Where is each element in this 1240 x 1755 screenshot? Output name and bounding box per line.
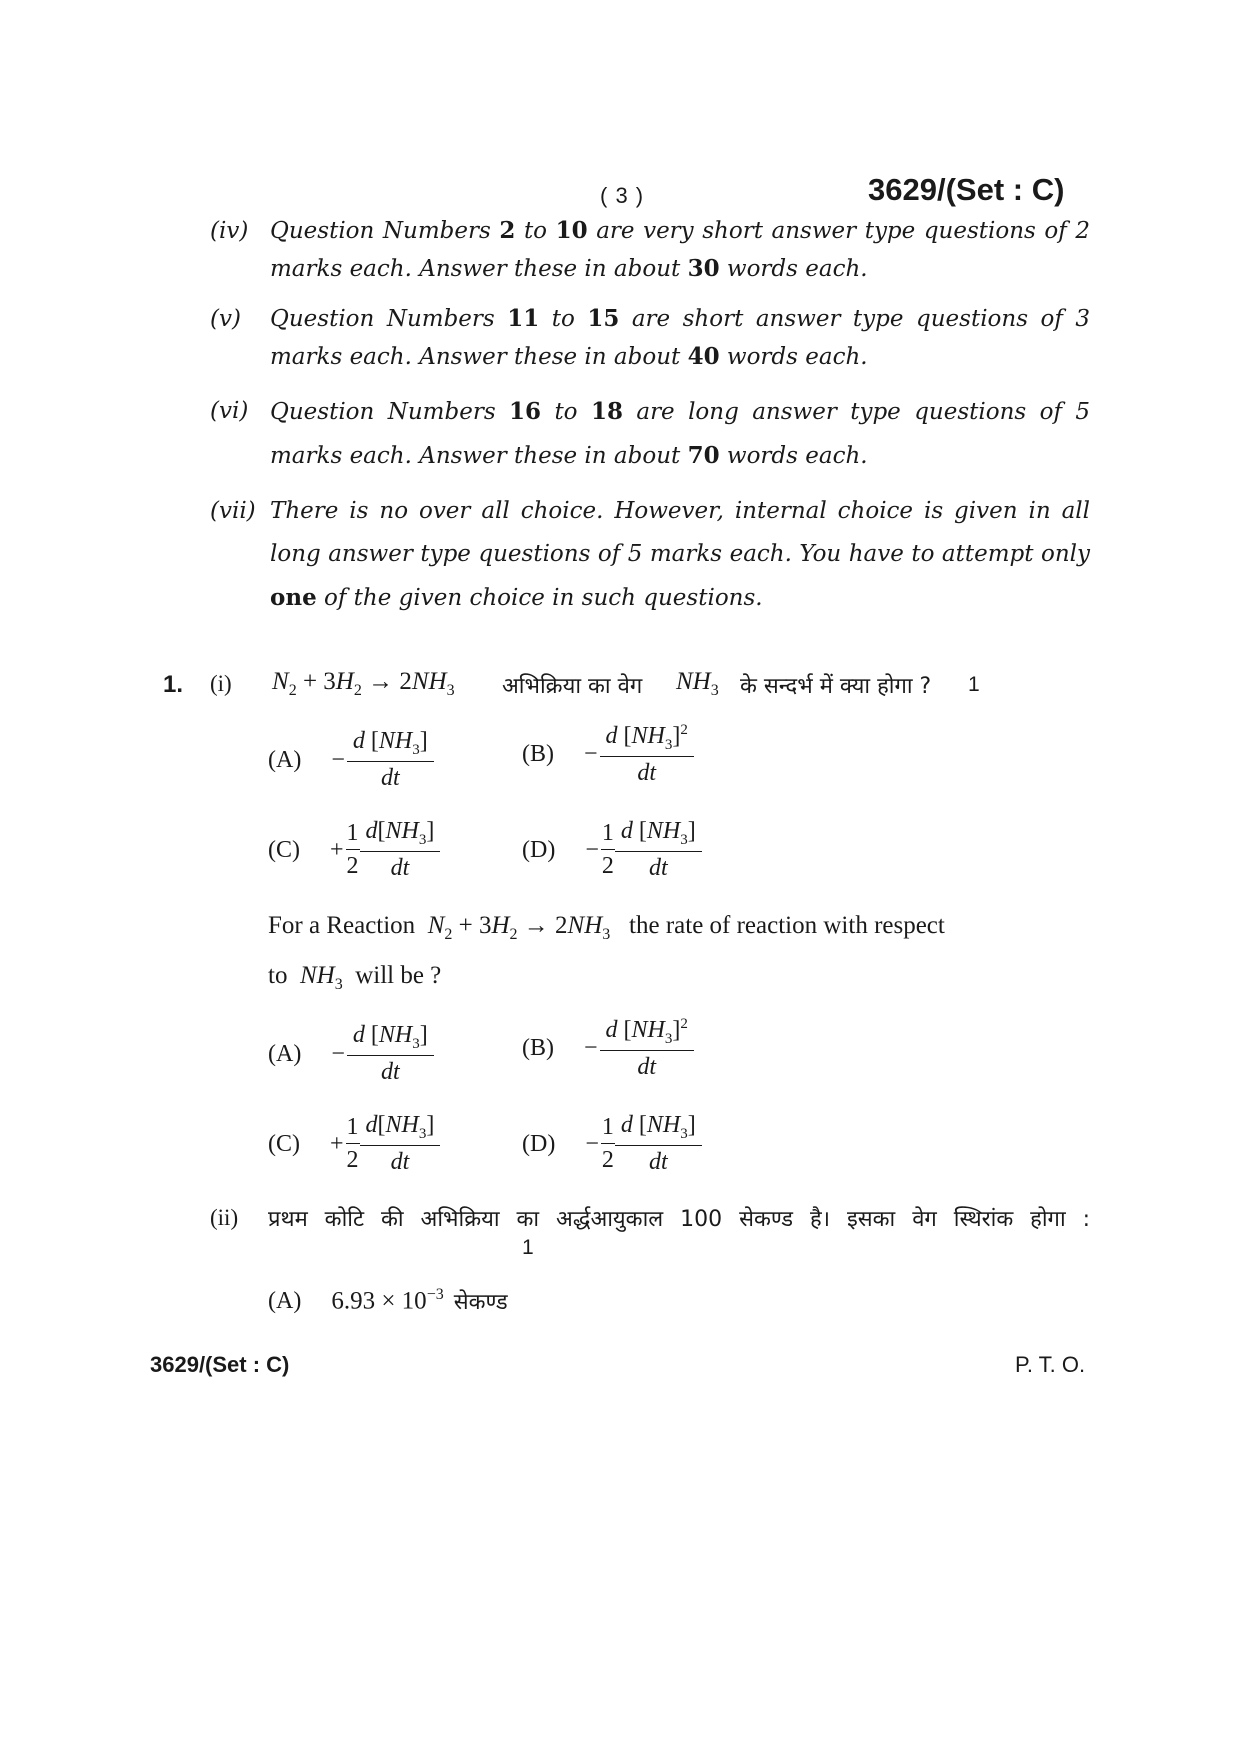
- option-label: (A): [268, 746, 302, 773]
- instruction-text: Question Numbers 2 to 10 are very short answer type questions of 2 marks each. Answer these in about 30 words each.: [270, 217, 1090, 282]
- instruction-number: (iv): [210, 218, 249, 244]
- option-c: (C) + $\frac{1}{2}$ $\frac{d[NH_3]}{dt}$: [268, 1112, 440, 1177]
- unit: सेकण्ड: [453, 1290, 508, 1315]
- option-label: (A): [268, 1040, 302, 1067]
- option-a: [268, 1286, 508, 1316]
- option-a: (A) − $\frac{d [NH_3]}{dt}$: [268, 728, 434, 793]
- page-number: ( 3 ): [600, 183, 645, 208]
- instruction-iv: [210, 212, 1090, 288]
- paper-code-header: 3629/(Set : C): [868, 172, 1065, 207]
- option-c: (C) + $\frac{1}{2}$ $\frac{d[NH_3]}{dt}$: [268, 818, 440, 883]
- marks: 1: [968, 673, 980, 696]
- instruction-v: [210, 300, 1090, 376]
- option-label: (B): [522, 1035, 554, 1062]
- pto: P. T. O.: [1015, 1352, 1086, 1377]
- option-label: (D): [522, 836, 556, 863]
- rate-expression: $\frac{d [NH_3]}{dt}$: [615, 818, 702, 883]
- option-d: (D) − $\frac{1}{2}$ $\frac{d [NH_3]}{dt}$: [522, 1112, 702, 1177]
- rate-expression: $\frac{d [NH_3]^2}{dt}$: [600, 1016, 694, 1082]
- option-label: (C): [268, 836, 300, 863]
- option-b: (B) − $\frac{d [NH_3]^2}{dt}$: [522, 1016, 694, 1082]
- subquestion-label: (i): [210, 671, 232, 696]
- coefficient: $\frac{1}{2}$: [346, 819, 359, 880]
- instruction-number: (vii): [210, 498, 256, 524]
- instruction-text: Question Numbers 11 to 15 are short answer type questions of 3 marks each. Answer these in about 40 words each.: [270, 305, 1090, 370]
- species-nh3: $NH_3$: [676, 668, 719, 699]
- rate-expression: $\frac{d[NH_3]}{dt}$: [360, 818, 441, 883]
- question-text-hindi: अभिक्रिया का वेग: [502, 674, 643, 699]
- coefficient: $\frac{1}{2}$: [601, 819, 614, 880]
- instruction-number: (vi): [210, 398, 249, 424]
- marks: 1: [522, 1236, 534, 1259]
- rate-expression: $\frac{d [NH_3]}{dt}$: [615, 1112, 702, 1177]
- rate-expression: $\frac{d [NH_3]}{dt}$: [347, 1022, 434, 1087]
- option-value: $6.93 \times 10^{-3}$: [331, 1286, 444, 1315]
- coefficient: $\frac{1}{2}$: [601, 1113, 614, 1174]
- option-label: (C): [268, 1130, 300, 1157]
- instruction-text: There is no over all choice. However, internal choice is given in all long answer type questions of 5 marks each. You have to attempt only one of the given choice in such questions.: [270, 498, 1090, 611]
- option-label: (D): [522, 1130, 556, 1157]
- option-a: (A) − $\frac{d [NH_3]}{dt}$: [268, 1022, 434, 1087]
- option-label: (A): [268, 1287, 302, 1314]
- option-d: (D) − $\frac{1}{2}$ $\frac{d [NH_3]}{dt}$: [522, 818, 702, 883]
- option-label: (B): [522, 741, 554, 768]
- instruction-number: (v): [210, 306, 241, 332]
- rate-expression: $\frac{d [NH_3]^2}{dt}$: [600, 722, 694, 788]
- question-text-english: For a Reaction $N_2 + 3H_2 \to 2NH_3$ the rate of reaction with respect: [268, 912, 945, 943]
- option-b: (B) − $\frac{d [NH_3]^2}{dt}$: [522, 722, 694, 788]
- rate-expression: $\frac{d[NH_3]}{dt}$: [360, 1112, 441, 1177]
- reaction-equation-hindi: $N_2 + 3H_2 \to 2NH_3$: [272, 668, 455, 699]
- instruction-vii: [210, 490, 1090, 620]
- question-text-hindi-2: के सन्दर्भ में क्या होगा ?: [740, 674, 932, 699]
- rate-expression: $\frac{d [NH_3]}{dt}$: [347, 728, 434, 793]
- question-number: 1.: [163, 671, 184, 698]
- coefficient: $\frac{1}{2}$: [346, 1113, 359, 1174]
- question-text-english-2: to $NH_3$ will be ?: [268, 962, 442, 993]
- question-text-hindi: प्रथम कोटि की अभिक्रिया का अर्द्धआयुकाल 100 सेकण्ड है। इसका वेग स्थिरांक होगा :: [268, 1207, 1090, 1232]
- paper-code-footer: 3629/(Set : C): [150, 1352, 290, 1377]
- instruction-text: Question Numbers 16 to 18 are long answer type questions of 5 marks each. Answer these in about 70 words each.: [270, 398, 1090, 469]
- subquestion-label: (ii): [210, 1205, 239, 1230]
- instruction-vi: [210, 390, 1090, 478]
